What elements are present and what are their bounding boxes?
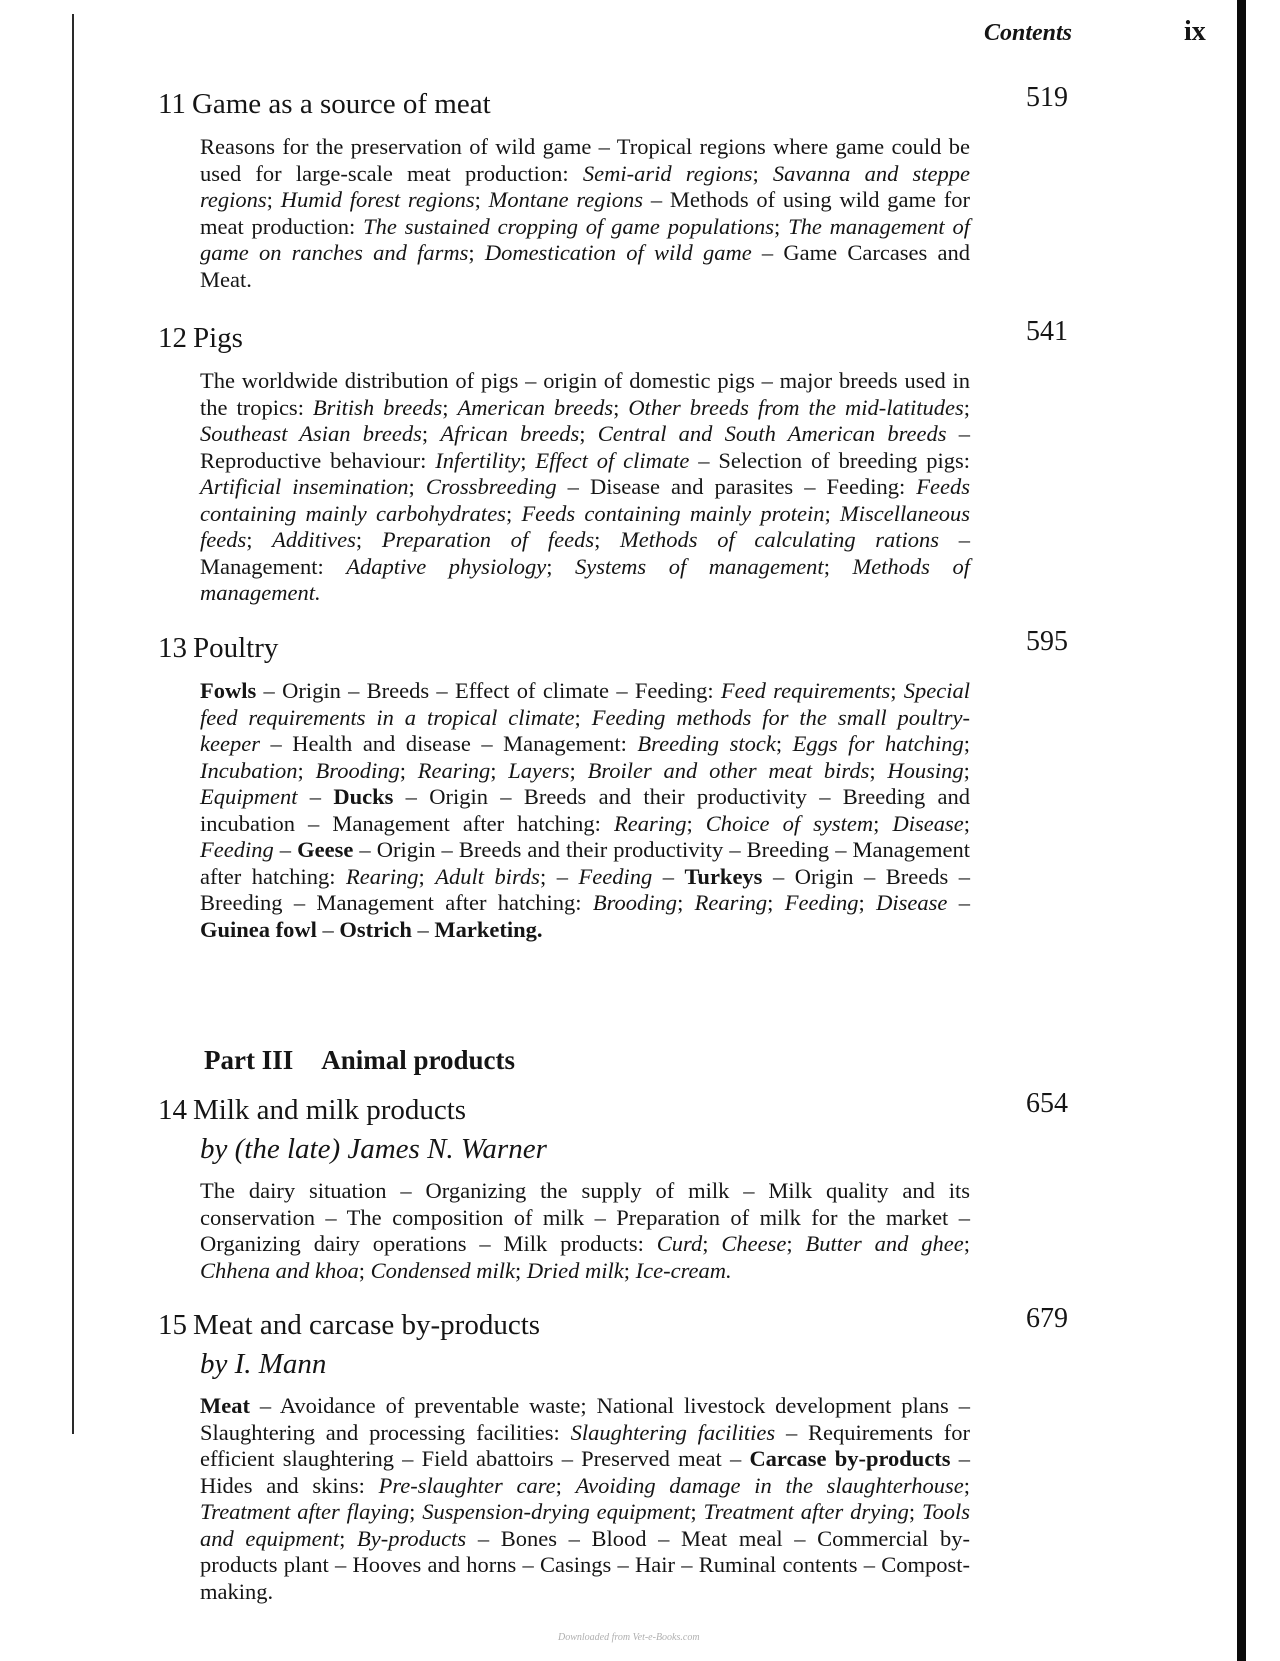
summary-run: ; — [858, 890, 877, 915]
summary-run: ; — [773, 213, 789, 239]
summary-run: ; — [442, 394, 458, 420]
summary-run: The management of game on ranches and farms — [200, 213, 970, 265]
summary-run: ; — [613, 394, 629, 420]
chapter-number: 11 — [158, 88, 186, 120]
chapter-summary — [200, 1393, 970, 1605]
summary-run: African breeds — [440, 421, 580, 446]
summary-run: Tools and equipment — [200, 1499, 970, 1551]
summary-run: ; — [963, 810, 970, 836]
summary-run: Breeding stock — [637, 731, 776, 756]
summary-run: Treatment after flaying — [200, 1499, 410, 1524]
summary-run: Brooding — [592, 890, 678, 915]
summary-run: ; — [767, 890, 785, 915]
summary-run: Ice-cream. — [635, 1257, 732, 1283]
summary-run: The sustained cropping of game populations — [363, 213, 774, 239]
chapter-page-number: 541 — [1026, 316, 1068, 347]
summary-run: Humid forest regions — [280, 187, 475, 212]
summary-run: Central and South American breeds — [597, 421, 947, 446]
summary-run: Housing — [887, 757, 964, 783]
summary-run: ; — [569, 757, 588, 783]
summary-run: Dried milk — [526, 1257, 624, 1283]
summary-run: ; — [890, 678, 904, 703]
summary-run: ; — [546, 553, 575, 579]
summary-run: ; — [409, 1499, 423, 1524]
summary-run: ; — [468, 240, 485, 265]
summary-run: Feeding — [578, 863, 653, 889]
summary-run: – — [273, 837, 298, 862]
summary-run: Domestication of wild game — [484, 240, 752, 265]
summary-run: ; — [514, 1257, 527, 1283]
summary-run: – Bones – Blood – Meat meal – Commercial by-products plant – Hooves and horns – Casings – Hair – Ruminal contents – Compost-making. — [200, 1525, 970, 1604]
running-head: Contents — [983, 20, 1072, 46]
summary-run: – Origin – Breeds – Breeding – Management after hatching: — [200, 863, 970, 915]
summary-run: – Requirements for efficient slaughtering – Field abattoirs – Preserved meat – — [200, 1419, 970, 1471]
summary-run: Rearing — [345, 863, 419, 889]
chapter-12-entry — [158, 318, 1068, 607]
chapter-summary — [200, 134, 970, 293]
summary-run: ; — [908, 1499, 922, 1524]
chapter-summary — [200, 678, 970, 943]
summary-run: Slaughtering facilities — [570, 1419, 776, 1445]
summary-run: ; — [963, 731, 970, 756]
summary-run: ; — [869, 757, 888, 783]
summary-run: Meat — [200, 1393, 250, 1418]
summary-run: – Hides and skins: — [200, 1446, 971, 1498]
summary-run: – Methods of using wild game for meat production: — [200, 187, 970, 239]
summary-run: ; — [574, 704, 592, 730]
summary-run: Pre-slaughter care — [378, 1472, 556, 1498]
chapter-number: 12 — [158, 322, 187, 354]
summary-run: Feeding — [784, 890, 859, 915]
summary-run: ; — [579, 421, 598, 446]
chapter-title: Poultry — [193, 632, 279, 664]
summary-run: Montane regions — [488, 187, 644, 212]
summary-run: Feeds containing mainly carbohydrates — [200, 474, 970, 526]
summary-run: Curd — [656, 1231, 703, 1256]
chapter-14-entry — [158, 1090, 1068, 1284]
summary-run: Marketing. — [434, 916, 543, 942]
summary-run: – Origin – Breeds and their productivity – Breeding and incubation – Management after hatching: — [200, 784, 971, 836]
summary-run: The worldwide distribution of pigs – origin of domestic pigs – major breeds used in the tropics: — [200, 368, 970, 420]
summary-run: Artificial insemination — [200, 474, 409, 499]
summary-run: ; — [246, 527, 273, 552]
summary-run: ; — [823, 553, 853, 579]
summary-run: By-products — [357, 1525, 467, 1551]
summary-run: Adaptive physiology — [346, 553, 547, 579]
summary-run: – Health and disease – Management: — [259, 731, 638, 756]
summary-run: Other breeds from the mid-latitudes — [628, 394, 964, 420]
chapter-number: 15 — [158, 1309, 187, 1341]
chapter-page-number: 519 — [1026, 82, 1068, 113]
summary-run: Infertility — [435, 447, 521, 473]
footer-watermark: Downloaded from Vet-e-Books.com — [558, 1632, 700, 1643]
summary-run: ; — [266, 187, 281, 212]
summary-run: Condensed milk — [370, 1257, 515, 1283]
summary-run: Effect of climate — [535, 447, 690, 473]
summary-run: The dairy situation – Organizing the supply of milk – Milk quality and its conservation – The composition of milk – Preparation of milk for the market – Organizing dairy operations – Milk products: — [200, 1178, 970, 1256]
summary-run: Rearing — [613, 810, 687, 836]
summary-run: ; — [686, 810, 706, 836]
summary-run: Rearing — [417, 757, 491, 783]
summary-run: Methods of management. — [200, 553, 970, 605]
summary-run: – — [316, 916, 340, 942]
chapter-summary — [200, 368, 970, 607]
summary-run: ; — [963, 757, 970, 783]
scan-right-edge-bar — [1237, 0, 1246, 1661]
summary-run: Butter and ghee — [805, 1231, 964, 1256]
summary-run: Turkeys — [684, 863, 763, 889]
summary-run: ; — [490, 757, 509, 783]
summary-run: Methods of calculating rations — [620, 527, 940, 552]
summary-run: ; — [677, 890, 695, 915]
summary-run: ; — [555, 1472, 576, 1498]
chapter-summary — [200, 1178, 970, 1284]
summary-run: Feed requirements — [720, 678, 891, 703]
summary-run: ; — [775, 731, 793, 756]
chapter-byline: by I. Mann — [200, 1348, 327, 1380]
summary-run: ; — [297, 757, 316, 783]
summary-run: Carcase by-products — [749, 1446, 951, 1471]
part-name: Animal products — [321, 1045, 516, 1075]
chapter-title: Pigs — [193, 322, 243, 354]
summary-run: – Avoidance of preventable waste; National livestock development plans – Slaughtering and processing facilities: — [200, 1393, 970, 1445]
summary-run: American breeds — [457, 394, 614, 420]
chapter-13-entry — [158, 628, 1068, 943]
summary-run: ; — [418, 863, 436, 889]
chapter-title: Game as a source of meat — [191, 88, 491, 120]
summary-run: ; — [690, 1499, 704, 1524]
summary-run: ; — [594, 527, 621, 552]
summary-run: ; — [702, 1231, 722, 1256]
summary-run: ; — [520, 447, 536, 473]
summary-run: ; — [474, 187, 489, 212]
summary-run: ; — [505, 500, 522, 526]
summary-run: Brooding — [315, 757, 400, 783]
summary-run: Miscellaneous feeds — [200, 500, 970, 552]
part-heading — [204, 1045, 515, 1076]
summary-run: Reasons for the preservation of wild game – Tropical regions where game could be used for large-scale meat production: — [200, 134, 970, 186]
summary-run: Special feed requirements in a tropical climate — [200, 678, 970, 730]
summary-run: British breeds — [312, 394, 443, 420]
summary-run: Guinea fowl — [200, 916, 317, 942]
chapter-heading — [158, 628, 1068, 668]
summary-run: – Origin – Breeds and their productivity – Breeding – Management after hatching: — [200, 837, 971, 889]
summary-run: ; — [873, 810, 893, 836]
summary-run: ; — [963, 1231, 970, 1256]
summary-run: ; — [355, 527, 382, 552]
byline-prefix: by ( — [200, 1133, 245, 1165]
summary-run: ; — [623, 1257, 636, 1283]
summary-run: ; — [421, 421, 441, 446]
summary-run: – — [411, 916, 435, 942]
chapter-number: 14 — [158, 1094, 187, 1126]
chapter-heading — [158, 1090, 1068, 1130]
summary-run: Feeds containing mainly protein — [521, 500, 825, 526]
summary-run: ; — [963, 394, 970, 420]
summary-run: Avoiding damage in the slaughterhouse — [575, 1472, 964, 1498]
summary-run: ; — [339, 1525, 358, 1551]
chapter-number: 13 — [158, 632, 187, 664]
summary-run: Layers — [508, 757, 570, 783]
summary-run: – — [947, 890, 970, 915]
summary-run: – Origin – Breeds – Effect of climate – Feeding: — [256, 678, 721, 703]
summary-run: Equipment — [200, 784, 298, 809]
summary-run: ; — [408, 474, 426, 499]
summary-run: – Selection of breeding pigs: — [689, 447, 970, 473]
summary-run: Additives — [272, 527, 356, 552]
summary-run: ; — [786, 1231, 806, 1256]
summary-run: Incubation — [200, 757, 298, 783]
summary-run: Ostrich — [339, 916, 412, 942]
summary-run: – Management: — [200, 527, 970, 579]
summary-run: Broiler and other meat birds — [587, 757, 870, 783]
summary-run: ; — [399, 757, 418, 783]
summary-run: Geese — [297, 837, 354, 862]
summary-run: Treatment after drying — [703, 1499, 909, 1524]
summary-run: ; — [752, 160, 773, 186]
summary-run: Feeding methods for the small poultry-keeper — [200, 704, 970, 756]
chapter-11-entry — [158, 84, 1068, 293]
summary-run: – — [297, 784, 334, 809]
summary-run: Ducks — [333, 784, 394, 809]
summary-run: Savanna and steppe regions — [200, 160, 970, 212]
summary-run: Crossbreeding — [425, 474, 557, 499]
chapter-byline — [200, 1130, 1068, 1168]
summary-run: – — [652, 863, 685, 889]
chapter-title: Meat and carcase by-products — [193, 1309, 541, 1341]
page-folio: ix — [1184, 16, 1206, 47]
byline-author: ) James N. Warner — [330, 1133, 547, 1165]
summary-run: Rearing — [694, 890, 768, 915]
summary-run: – Game Carcases and Meat. — [200, 240, 971, 292]
summary-run: Systems of management — [574, 553, 824, 579]
part-label: Part III — [204, 1045, 294, 1075]
chapter-page-number: 654 — [1026, 1088, 1068, 1119]
summary-run: – Disease and parasites – Feeding: — [556, 474, 917, 499]
summary-run: ; – — [539, 863, 579, 889]
summary-run: ; — [824, 500, 841, 526]
chapter-heading — [158, 318, 1068, 358]
chapter-15-entry — [158, 1305, 1068, 1605]
summary-run: Disease — [876, 890, 948, 915]
summary-run: Adult birds — [435, 863, 540, 889]
summary-run: ; — [963, 1472, 970, 1498]
byline-note: the late — [244, 1133, 331, 1165]
summary-run: Eggs for hatching — [792, 731, 964, 756]
scan-left-edge-rule — [72, 14, 74, 1434]
summary-run: Disease — [892, 810, 964, 836]
summary-run: Cheese — [721, 1231, 787, 1256]
summary-run: Semi-arid regions — [582, 160, 753, 186]
summary-run: Choice of system — [705, 810, 874, 836]
summary-run: – Reproductive behaviour: — [200, 421, 970, 473]
summary-run: Southeast Asian breeds — [200, 421, 422, 446]
summary-run: Chhena and khoa — [200, 1257, 359, 1283]
chapter-page-number: 595 — [1026, 626, 1068, 657]
summary-run: Fowls — [200, 678, 257, 703]
chapter-heading — [158, 1305, 1068, 1345]
summary-run: Feeding — [200, 837, 274, 862]
chapter-title: Milk and milk products — [193, 1094, 467, 1126]
summary-run: ; — [358, 1257, 371, 1283]
summary-run: Suspension-drying equipment — [422, 1499, 691, 1524]
chapter-heading — [158, 84, 1068, 124]
chapter-page-number: 679 — [1026, 1303, 1068, 1334]
summary-run: Preparation of feeds — [381, 527, 595, 552]
